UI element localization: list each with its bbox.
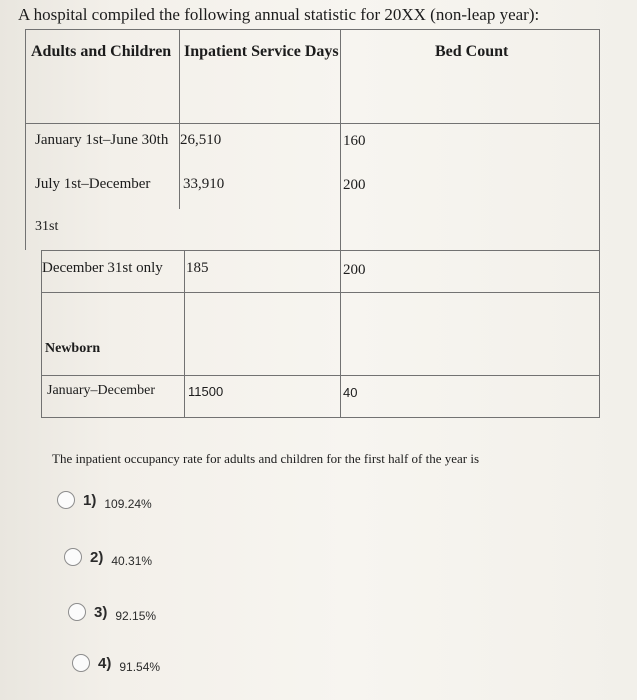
table-cell-bed-count: 160: [343, 133, 366, 149]
table-header-bed-count: Bed Count: [435, 43, 509, 60]
table-cell-service-days: 185: [186, 260, 209, 276]
table-rule: [41, 375, 600, 376]
radio-button[interactable]: [64, 548, 82, 566]
table-rule: [184, 250, 185, 418]
radio-button[interactable]: [72, 654, 90, 672]
table-rule: [179, 29, 180, 209]
table-rule: [25, 29, 600, 30]
table-rule: [25, 123, 600, 124]
table-cell-bed-count: 200: [343, 262, 366, 278]
table-rule: [41, 417, 600, 418]
answer-option-3[interactable]: [68, 603, 156, 621]
table-cell-service-days: 11500: [188, 384, 224, 399]
option-number: 3): [94, 603, 108, 621]
option-value: 91.54%: [119, 660, 161, 674]
option-value: 40.31%: [111, 554, 153, 568]
table-cell-service-days: 26,510: [180, 132, 222, 148]
option-number: 4): [98, 654, 112, 672]
answer-option-2[interactable]: [64, 548, 152, 566]
table-cell-period: July 1st–December: [35, 176, 151, 192]
table-cell-period: December 31st only: [42, 260, 163, 276]
table-header-adults-children: Adults and Children: [31, 43, 172, 60]
page-heading: A hospital compiled the following annual statistic for 20XX (non-leap year):: [18, 5, 540, 24]
answer-option-4[interactable]: [72, 654, 160, 672]
table-cell-period: 31st: [35, 219, 59, 234]
option-value: 109.24%: [104, 497, 152, 511]
option-value: 92.15%: [115, 609, 157, 623]
table-rule: [41, 292, 600, 293]
question-text: The inpatient occupancy rate for adults and children for the first half of the year is: [52, 451, 480, 466]
radio-button[interactable]: [57, 491, 75, 509]
table-header-inpatient-service-days: Inpatient Service Days: [184, 43, 339, 60]
table-cell-service-days: 33,910: [183, 176, 225, 192]
table-rule: [599, 29, 600, 418]
answer-option-1[interactable]: [57, 491, 152, 509]
option-number: 2): [90, 548, 104, 566]
table-cell-bed-count: 40: [343, 385, 358, 400]
table-cell-bed-count: 200: [343, 177, 366, 193]
statistics-table: [25, 29, 601, 419]
option-number: 1): [83, 491, 97, 509]
table-rule: [41, 250, 600, 251]
table-cell-period: January–December: [47, 383, 156, 398]
radio-button[interactable]: [68, 603, 86, 621]
table-rule: [340, 29, 341, 418]
table-cell-newborn-label: Newborn: [45, 341, 101, 356]
table-rule: [25, 29, 26, 250]
table-cell-period: January 1st–June 30th: [35, 132, 169, 148]
